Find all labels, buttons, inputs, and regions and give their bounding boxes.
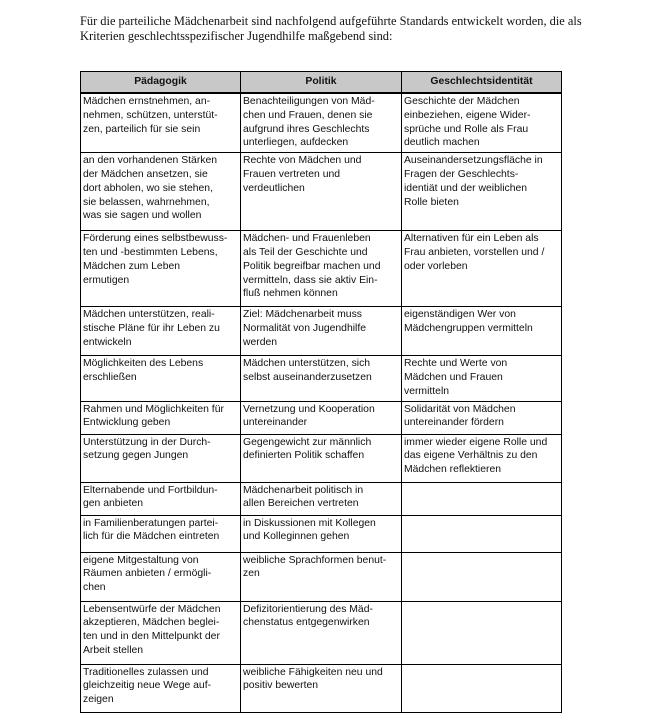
standards-table: [80, 71, 562, 713]
cell-paedagogik: an den vorhandenen Stärken der Mädchen ansetzen, sie dort abholen, wo sie stehen, sie belassen, wahrnehmen, was sie sagen und wollen: [81, 153, 241, 231]
table-row: [81, 153, 562, 231]
cell-politik: weibliche Sprachformen benut- zen: [241, 552, 402, 601]
intro-paragraph: Für die parteiliche Mädchenarbeit sind nachfolgend aufgeführte Standards entwickelt worden, die als Kriterien geschlechtsspezifischer Jugendhilfe maßgebend sind:: [80, 14, 582, 43]
cell-paedagogik: Rahmen und Möglichkeiten für Entwicklung geben: [81, 401, 241, 434]
header-politik: Politik: [241, 72, 402, 94]
cell-paedagogik: Lebensentwürfe der Mädchen akzeptieren, Mädchen beglei- ten und in den Mittelpunkt der Arbeit stellen: [81, 601, 241, 664]
table-row: [81, 552, 562, 601]
cell-geschlechtsidentitaet: Rechte und Werte von Mädchen und Frauen vermitteln: [402, 356, 562, 401]
cell-geschlechtsidentitaet: [402, 664, 562, 712]
header-paedagogik: Pädagogik: [81, 72, 241, 94]
cell-politik: Mädchen unterstützen, sich selbst auseinanderzusetzen: [241, 356, 402, 401]
table-row: [81, 515, 562, 552]
cell-politik: in Diskussionen mit Kollegen und Kolleginnen gehen: [241, 515, 402, 552]
cell-geschlechtsidentitaet: eigenständigen Wer von Mädchengruppen vermitteln: [402, 307, 562, 356]
cell-geschlechtsidentitaet: Geschichte der Mädchen einbeziehen, eigene Wider- sprüche und Rolle als Frau deutlich machen: [402, 93, 562, 153]
cell-geschlechtsidentitaet: Alternativen für ein Leben als Frau anbieten, vorstellen und / oder vorleben: [402, 231, 562, 307]
table-row: [81, 231, 562, 307]
cell-paedagogik: Mädchen unterstützen, reali- stische Pläne für ihr Leben zu entwickeln: [81, 307, 241, 356]
table-header-row: [81, 72, 562, 94]
cell-politik: weibliche Fähigkeiten neu und positiv bewerten: [241, 664, 402, 712]
cell-geschlechtsidentitaet: [402, 515, 562, 552]
cell-paedagogik: Traditionelles zulassen und gleichzeitig neue Wege auf- zeigen: [81, 664, 241, 712]
cell-geschlechtsidentitaet: [402, 552, 562, 601]
cell-politik: Defizitorientierung des Mäd- chenstatus entgegenwirken: [241, 601, 402, 664]
cell-paedagogik: Möglichkeiten des Lebens erschließen: [81, 356, 241, 401]
cell-geschlechtsidentitaet: [402, 482, 562, 515]
cell-paedagogik: eigene Mitgestaltung von Räumen anbieten / ermögli- chen: [81, 552, 241, 601]
cell-paedagogik: Mädchen ernstnehmen, an- nehmen, schützen, unterstüt- zen, parteilich für sie sein: [81, 93, 241, 153]
table-row: [81, 601, 562, 664]
table-row: [81, 356, 562, 401]
cell-politik: Mädchen- und Frauenleben als Teil der Geschichte und Politik begreifbar machen und vermitteln, dass sie aktiv Ein- fluß nehmen können: [241, 231, 402, 307]
cell-paedagogik: Förderung eines selbstbewuss- ten und -bestimmten Lebens, Mädchen zum Leben ermutigen: [81, 231, 241, 307]
table-row: [81, 307, 562, 356]
header-geschlechtsidentitaet: Geschlechtsidentität: [402, 72, 562, 94]
table-row: [81, 401, 562, 434]
cell-politik: Benachteiligungen von Mäd- chen und Frauen, denen sie aufgrund ihres Geschlechts unterliegen, aufdecken: [241, 93, 402, 153]
cell-politik: Rechte von Mädchen und Frauen vertreten und verdeutlichen: [241, 153, 402, 231]
table-row: [81, 664, 562, 712]
cell-geschlechtsidentitaet: immer wieder eigene Rolle und das eigene Verhältnis zu den Mädchen reflektieren: [402, 434, 562, 482]
cell-politik: Vernetzung und Kooperation untereinander: [241, 401, 402, 434]
cell-geschlechtsidentitaet: [402, 601, 562, 664]
cell-paedagogik: Unterstützung in der Durch- setzung gegen Jungen: [81, 434, 241, 482]
cell-geschlechtsidentitaet: Auseinandersetzungsfläche in Fragen der Geschlechts- identiät und der weiblichen Rolle bieten: [402, 153, 562, 231]
table-row: [81, 482, 562, 515]
cell-geschlechtsidentitaet: Solidarität von Mädchen untereinander fördern: [402, 401, 562, 434]
cell-politik: Mädchenarbeit politisch in allen Bereichen vertreten: [241, 482, 402, 515]
cell-politik: Ziel: Mädchenarbeit muss Normalität von Jugendhilfe werden: [241, 307, 402, 356]
cell-paedagogik: Elternabende und Fortbildun- gen anbieten: [81, 482, 241, 515]
table-row: [81, 93, 562, 153]
cell-politik: Gegengewicht zur männlich definierten Politik schaffen: [241, 434, 402, 482]
cell-paedagogik: in Familienberatungen partei- lich für die Mädchen eintreten: [81, 515, 241, 552]
table-row: [81, 434, 562, 482]
